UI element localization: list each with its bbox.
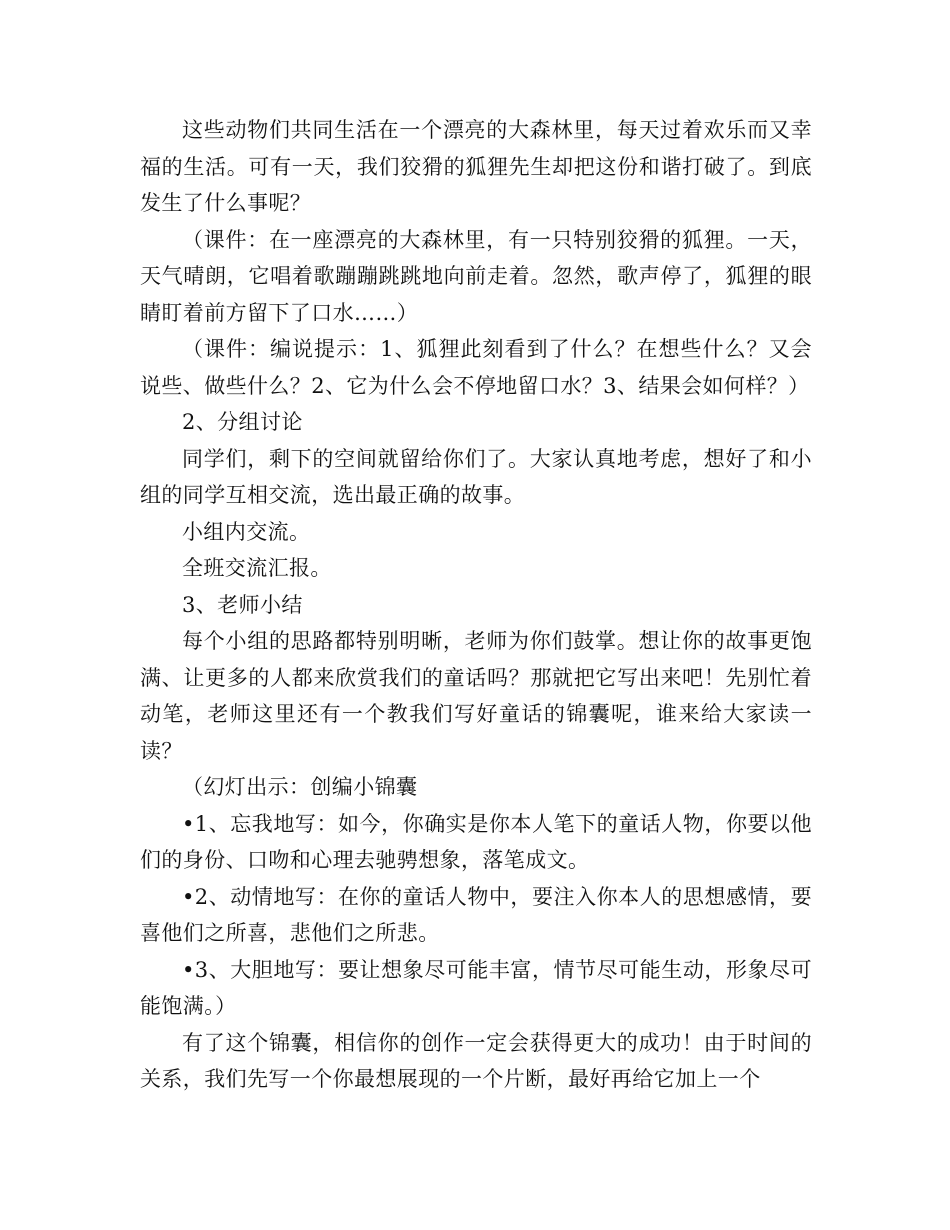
paragraph-courseware-story: （课件：在一座漂亮的大森林里，有一只特别狡猾的狐狸。一天，天气晴朗，它唱着歌蹦蹦跳跳地向前走着。忽然，歌声停了，狐狸的眼睛盯着前方留下了口水……） [140, 227, 812, 325]
paragraph-group-exchange: 小组内交流。 [182, 519, 311, 544]
paragraph-closing: 有了这个锦囊，相信你的创作一定会获得更大的成功！由于时间的关系，我们先写一个你最想展现的一个片断，最好再给它加上一个 [140, 1030, 812, 1091]
paragraph-group-instructions: 同学们，剩下的空间就留给你们了。大家认真地考虑，想好了和小组的同学互相交流，选出最正确的故事。 [140, 446, 812, 507]
list-item-tip-1: •1、忘我地写：如今，你确实是你本人笔下的童话人物，你要以他们的身份、口吻和心理去驰骋想象，落笔成文。 [140, 811, 812, 872]
paragraph-slide-title: （幻灯出示：创编小锦囊 [182, 775, 418, 799]
section-heading-teacher-summary: 3、老师小结 [182, 592, 303, 617]
list-item-tip-3: •3、大胆地写：要让想象尽可能丰富，情节尽可能生动，形象尽可能饱满。） [140, 957, 812, 1018]
document-body [140, 112, 812, 1098]
section-heading-group-discussion: 2、分组讨论 [182, 410, 303, 434]
paragraph-intro: 这些动物们共同生活在一个漂亮的大森林里，每天过着欢乐而又幸福的生活。可有一天，我们狡猾的狐狸先生却把这份和谐打破了。到底发生了什么事呢？ [140, 118, 812, 215]
paragraph-courseware-prompts: （课件：编说提示：1、狐狸此刻看到了什么？在想些什么？又会说些、做些什么？2、它为什么会不停地留口水？3、结果会如何样？） [140, 337, 812, 398]
list-item-tip-2: •2、动情地写：在你的童话人物中，要注入你本人的思想感情，要喜他们之所喜，悲他们之所悲。 [140, 884, 812, 945]
paragraph-class-report: 全班交流汇报。 [182, 556, 332, 580]
paragraph-teacher-summary: 每个小组的思路都特别明晰，老师为你们鼓掌。想让你的故事更饱满、让更多的人都来欣赏我们的童话吗？那就把它写出来吧！先别忙着动笔，老师这里还有一个教我们写好童话的锦囊呢，谁来给大家读一读？ [140, 629, 812, 763]
